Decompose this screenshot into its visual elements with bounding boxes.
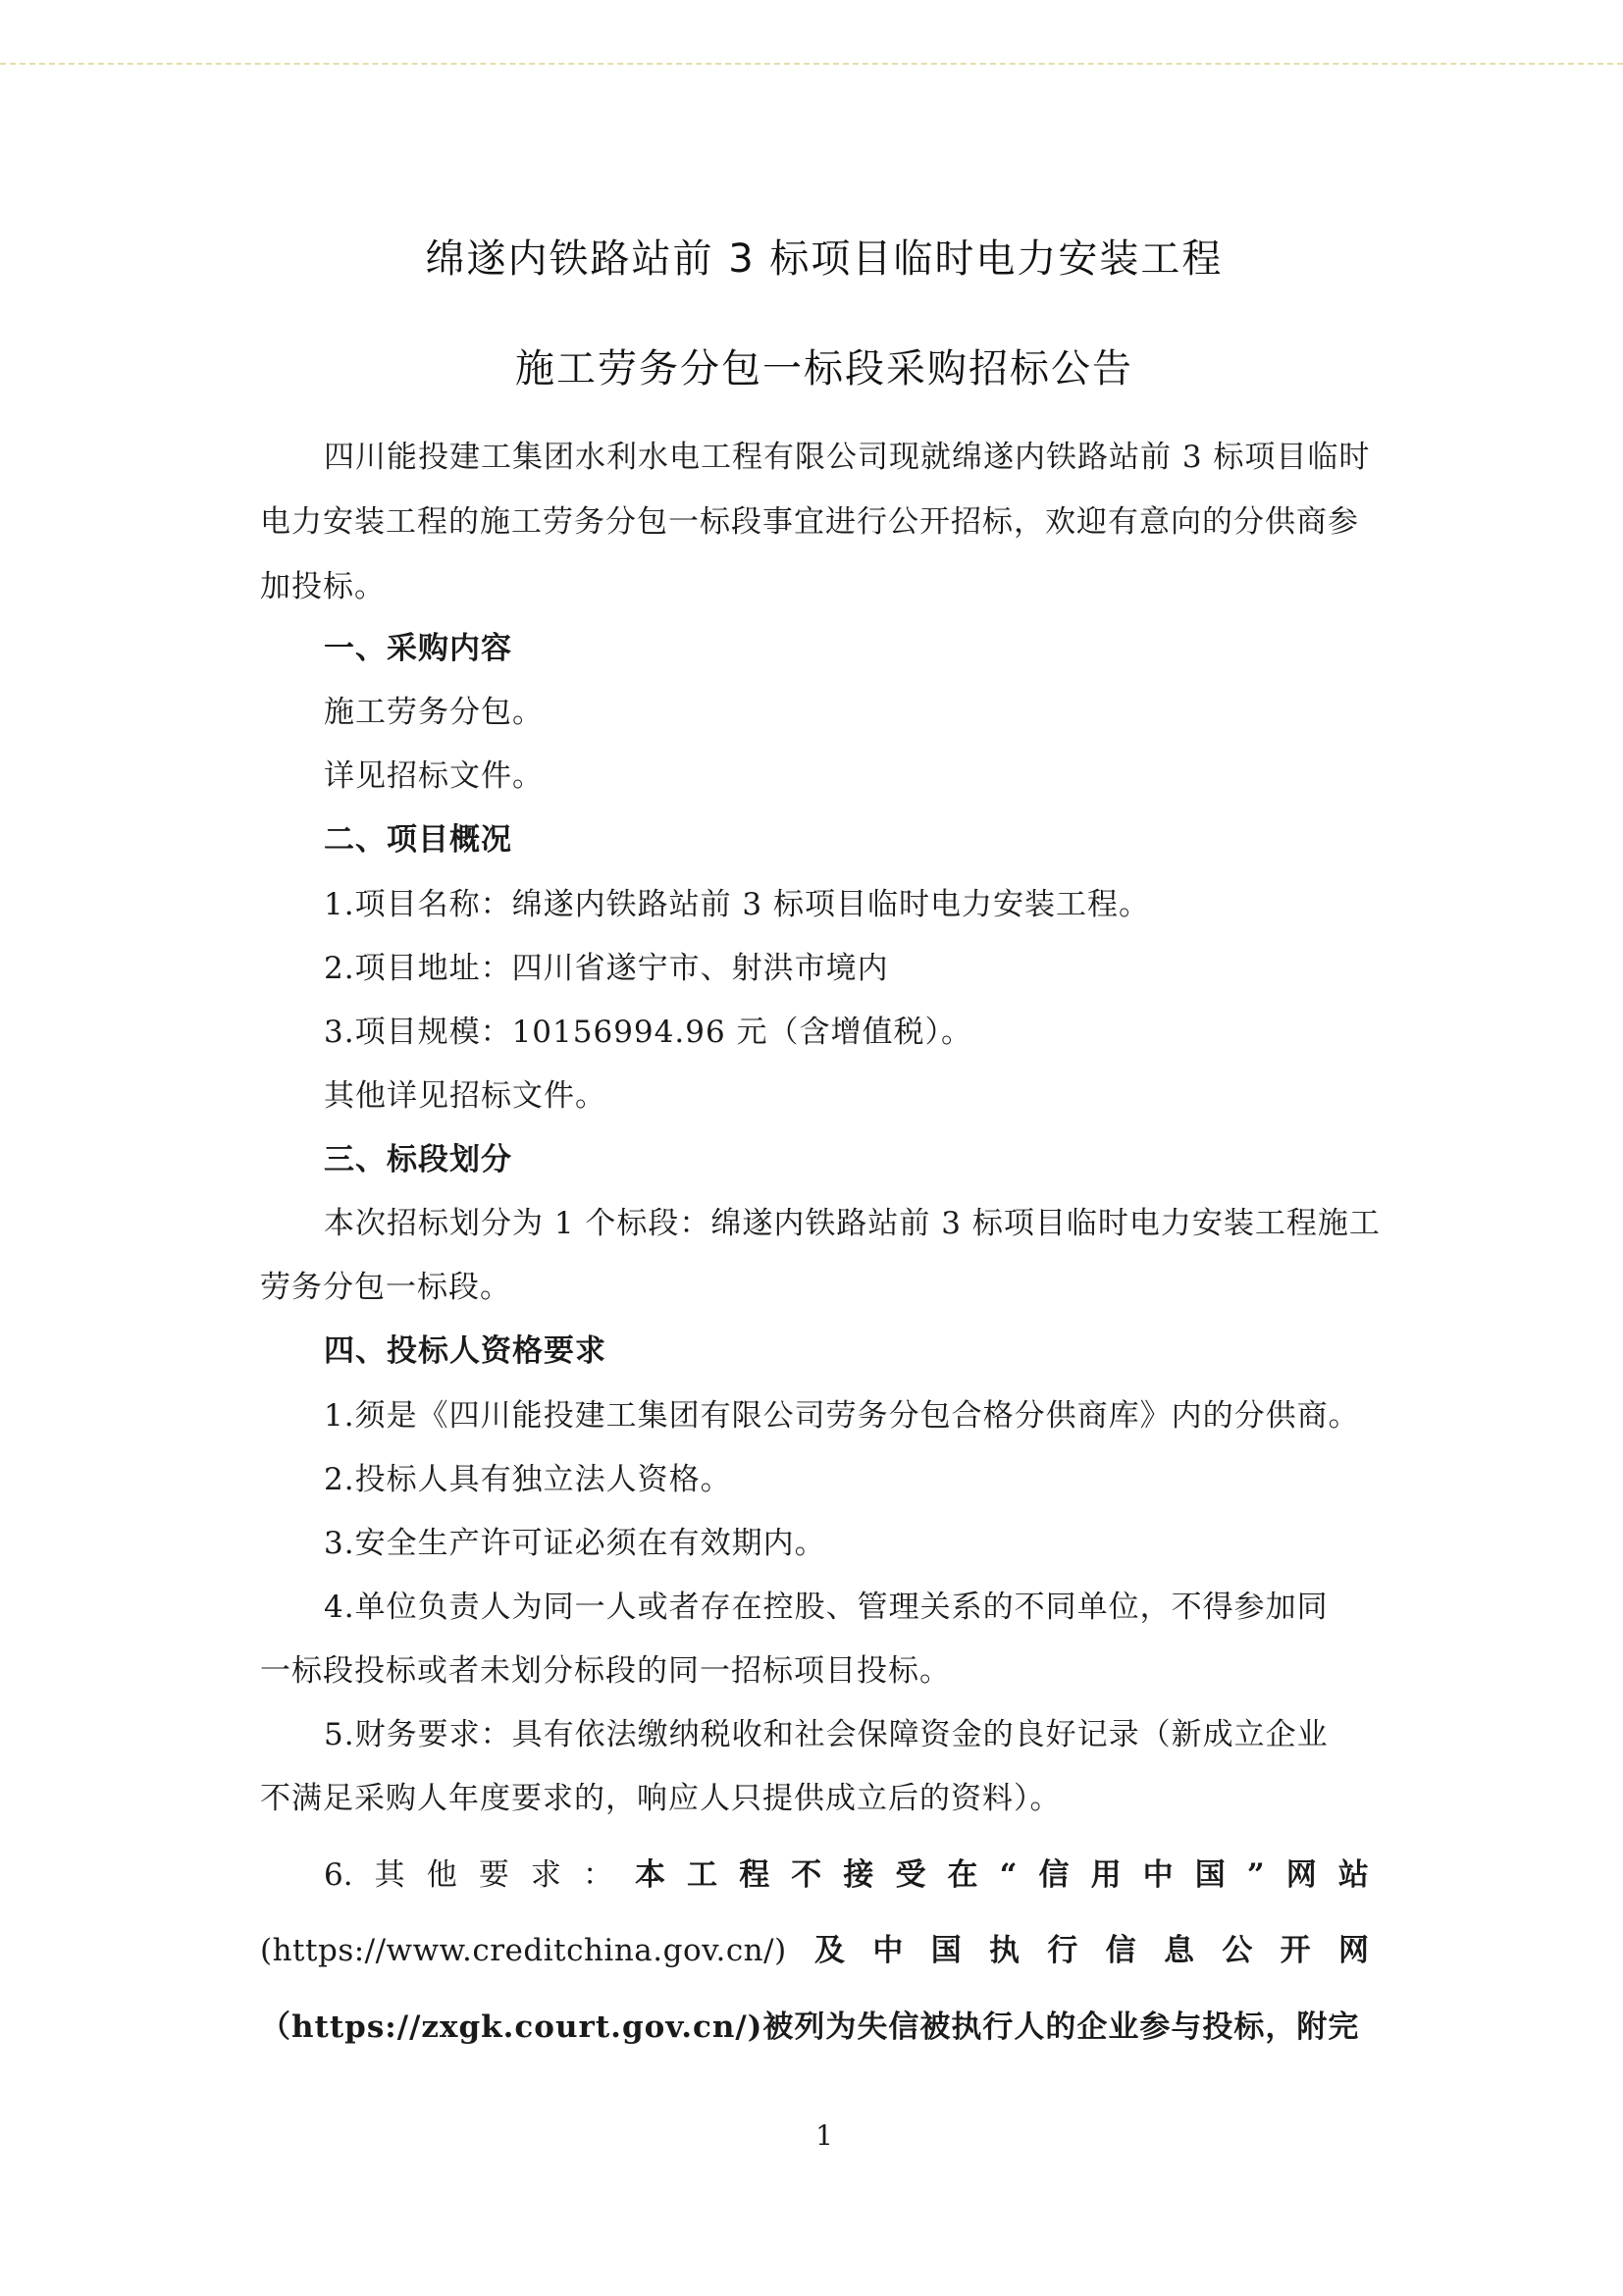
token: 信 bbox=[1105, 1933, 1136, 1968]
section2-line-2: 2.项目地址：四川省遂宁市、射洪市境内 bbox=[324, 951, 889, 986]
section-heading-lots: 三、标段划分 bbox=[324, 1142, 512, 1177]
token: 国 bbox=[930, 1933, 962, 1968]
token: 行 bbox=[1047, 1933, 1078, 1968]
section-heading-procurement: 一、采购内容 bbox=[324, 631, 512, 666]
section1-line-2: 详见招标文件。 bbox=[324, 758, 544, 794]
token: ： bbox=[582, 1857, 613, 1893]
qualification-item-4-line-2: 一标段投标或者未划分标段的同一招标项目投标。 bbox=[260, 1653, 951, 1689]
token: 6. bbox=[324, 1857, 353, 1893]
token: 求 bbox=[530, 1857, 561, 1893]
token: 网 bbox=[1285, 1857, 1317, 1893]
token: 国 bbox=[1194, 1857, 1226, 1893]
token: 在 bbox=[947, 1857, 978, 1893]
section-heading-overview: 二、项目概况 bbox=[324, 822, 512, 858]
page-number: 1 bbox=[815, 2119, 833, 2152]
section2-line-4: 其他详见招标文件。 bbox=[324, 1078, 606, 1114]
token: 及 bbox=[814, 1933, 846, 1968]
scan-artifact-line bbox=[0, 63, 1623, 65]
token: 程 bbox=[739, 1857, 770, 1893]
token: “ bbox=[999, 1857, 1018, 1893]
token: 息 bbox=[1164, 1933, 1194, 1968]
link-creditchina: (https://www.creditchina.gov.cn/) bbox=[260, 1933, 787, 1968]
section2-line-1: 1.项目名称：绵遂内铁路站前 3 标项目临时电力安装工程。 bbox=[324, 887, 1151, 922]
qualification-item-6-line-1 bbox=[324, 1855, 1369, 1895]
intro-line-2: 电力安装工程的施工劳务分包一标段事宜进行公开招标，欢迎有意向的分供商参 bbox=[260, 504, 1359, 540]
intro-line-3: 加投标。 bbox=[260, 569, 386, 604]
token: 受 bbox=[895, 1857, 926, 1893]
token: 工 bbox=[687, 1857, 718, 1893]
qualification-item-4-line-1: 4.单位负责人为同一人或者存在控股、管理关系的不同单位，不得参加同 bbox=[324, 1590, 1329, 1625]
token: 本 bbox=[635, 1857, 666, 1893]
intro-line-1: 四川能投建工集团水利水电工程有限公司现就绵遂内铁路站前 3 标项目临时 bbox=[324, 440, 1371, 475]
token: 中 bbox=[1142, 1857, 1174, 1893]
qualification-item-5-line-1: 5.财务要求：具有依法缴纳税收和社会保障资金的良好记录（新成立企业 bbox=[324, 1717, 1329, 1752]
token: 开 bbox=[1280, 1933, 1311, 1968]
token: 中 bbox=[872, 1933, 904, 1968]
qualification-item-6-line-2 bbox=[260, 1931, 1369, 1970]
token: 信 bbox=[1038, 1857, 1070, 1893]
token: 站 bbox=[1337, 1857, 1369, 1893]
token: ” bbox=[1246, 1857, 1265, 1893]
token: 他 bbox=[426, 1857, 457, 1893]
token: 不 bbox=[791, 1857, 822, 1893]
token: 要 bbox=[478, 1857, 509, 1893]
qualification-item-6-line-3: （https://zxgk.court.gov.cn/)被列为失信被执行人的企业参与投标，附完 bbox=[260, 2009, 1360, 2045]
token: 接 bbox=[843, 1857, 874, 1893]
token: 用 bbox=[1090, 1857, 1122, 1893]
token: 其 bbox=[374, 1857, 405, 1893]
token: 网 bbox=[1337, 1933, 1369, 1968]
token: 公 bbox=[1222, 1933, 1253, 1968]
qualification-item-2: 2.投标人具有独立法人资格。 bbox=[324, 1462, 732, 1497]
section2-line-3: 3.项目规模：10156994.96 元（含增值税）。 bbox=[324, 1015, 973, 1050]
document-title-line-2: 施工劳务分包一标段采购招标公告 bbox=[515, 346, 1133, 391]
qualification-item-1: 1.须是《四川能投建工集团有限公司劳务分包合格分供商库》内的分供商。 bbox=[324, 1398, 1360, 1434]
section1-line-1: 施工劳务分包。 bbox=[324, 695, 544, 730]
section3-line-1: 本次招标划分为 1 个标段：绵遂内铁路站前 3 标项目临时电力安装工程施工 bbox=[324, 1206, 1381, 1241]
qualification-item-5-line-2: 不满足采购人年度要求的，响应人只提供成立后的资料）。 bbox=[260, 1781, 1062, 1816]
document-title-line-1: 绵遂内铁路站前 3 标项目临时电力安装工程 bbox=[425, 236, 1224, 282]
token: 执 bbox=[989, 1933, 1021, 1968]
section-heading-qualification: 四、投标人资格要求 bbox=[324, 1333, 606, 1369]
qualification-item-3: 3.安全生产许可证必须在有效期内。 bbox=[324, 1526, 826, 1561]
section3-line-2: 劳务分包一标段。 bbox=[260, 1270, 511, 1305]
